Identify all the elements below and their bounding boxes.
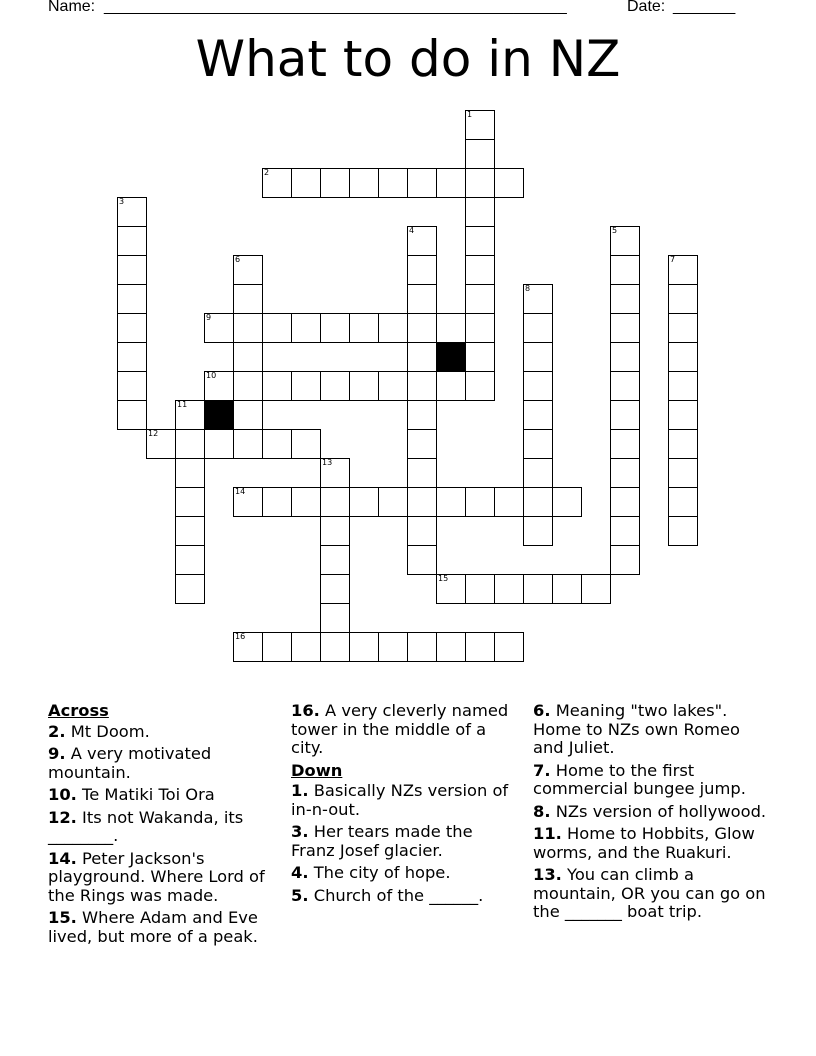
clue-down-11: 11. Home to Hobbits, Glow worms, and the Ruakuri. [533,824,755,862]
grid-cell[interactable] [465,284,495,314]
grid-cell[interactable] [465,313,495,343]
grid-cell[interactable] [494,574,524,604]
grid-cell[interactable] [175,487,205,517]
grid-cell[interactable] [117,255,147,285]
clues-column-2 [291,702,519,909]
grid-cell[interactable] [436,632,466,662]
grid-cell[interactable] [349,487,379,517]
grid-cell[interactable] [523,516,553,546]
grid-cell[interactable] [465,371,495,401]
grid-cell[interactable] [465,110,495,140]
grid-cell[interactable] [349,632,379,662]
grid-cell[interactable] [378,168,408,198]
grid-cell[interactable] [175,574,205,604]
grid-cell[interactable] [436,487,466,517]
grid-block [436,342,466,372]
date-blank[interactable]: _______ [673,0,736,15]
grid-cell[interactable] [349,371,379,401]
clue-number-7: 7 [670,255,676,264]
grid-cell[interactable] [291,429,321,459]
grid-cell[interactable] [262,487,292,517]
grid-cell[interactable] [407,313,437,343]
grid-cell[interactable] [407,371,437,401]
grid-cell[interactable] [233,429,263,459]
grid-cell[interactable] [610,371,640,401]
grid-cell[interactable] [668,429,698,459]
grid-cell[interactable] [407,226,437,256]
grid-cell[interactable] [291,168,321,198]
grid-cell[interactable] [320,371,350,401]
clue-across-9: 9. A very motivated mountain. [48,744,212,782]
grid-cell[interactable] [465,139,495,169]
grid-cell[interactable] [204,371,234,401]
grid-cell[interactable] [204,429,234,459]
clue-down-7: 7. Home to the first commercial bungee jump. [533,760,746,798]
grid-cell[interactable] [175,545,205,575]
grid-cell[interactable] [233,313,263,343]
grid-cell[interactable] [465,226,495,256]
grid-cell[interactable] [320,574,350,604]
grid-cell[interactable] [349,313,379,343]
clue-number-10: 10 [206,371,217,380]
down-heading: Down [291,760,343,780]
grid-cell[interactable] [320,603,350,633]
grid-cell[interactable] [523,284,553,314]
grid-cell[interactable] [436,168,466,198]
grid-cell[interactable] [117,226,147,256]
grid-cell[interactable] [233,284,263,314]
grid-cell[interactable] [407,487,437,517]
page-title: What to do in NZ [195,30,621,88]
grid-cell[interactable] [523,429,553,459]
clue-down-13: 13. You can climb a mountain, OR you can go on the _______ boat trip. [533,865,766,921]
grid-cell[interactable] [668,313,698,343]
clue-down-6: 6. Meaning "two lakes". Home to NZs own Romeo and Juliet. [533,701,740,757]
grid-cell[interactable] [233,255,263,285]
grid-cell[interactable] [610,400,640,430]
clue-across-16: 16. A very cleverly named tower in the middle of a city. [291,701,509,757]
grid-cell[interactable] [610,313,640,343]
grid-cell[interactable] [523,487,553,517]
clue-number-2: 2 [264,168,270,177]
grid-cell[interactable] [117,371,147,401]
grid-cell[interactable] [320,516,350,546]
grid-cell[interactable] [465,487,495,517]
clue-number-12: 12 [148,429,159,438]
grid-cell[interactable] [407,284,437,314]
clue-number-5: 5 [612,226,618,235]
clue-number-3: 3 [119,197,125,206]
grid-cell[interactable] [204,313,234,343]
grid-cell[interactable] [117,342,147,372]
grid-cell[interactable] [320,545,350,575]
grid-cell[interactable] [175,516,205,546]
grid-cell[interactable] [668,342,698,372]
grid-cell[interactable] [494,487,524,517]
grid-cell[interactable] [436,574,466,604]
clue-number-1: 1 [467,110,473,119]
grid-cell[interactable] [465,168,495,198]
grid-cell[interactable] [320,632,350,662]
clue-number-6: 6 [235,255,241,264]
grid-cell[interactable] [378,632,408,662]
grid-cell[interactable] [175,458,205,488]
clue-number-8: 8 [525,284,531,293]
grid-cell[interactable] [668,516,698,546]
grid-cell[interactable] [407,429,437,459]
clue-down-8: 8. NZs version of hollywood. [533,801,767,821]
grid-cell[interactable] [523,313,553,343]
grid-cell[interactable] [117,197,147,227]
grid-cell[interactable] [436,371,466,401]
clue-across-10: 10. Te Matiki Toi Ora [48,785,215,804]
grid-cell[interactable] [262,313,292,343]
grid-cell[interactable] [610,429,640,459]
grid-cell[interactable] [320,168,350,198]
clue-down-3: 3. Her tears made the Franz Josef glacier. [291,822,473,860]
grid-cell[interactable] [610,516,640,546]
clue-number-9: 9 [206,313,212,322]
grid-cell[interactable] [233,632,263,662]
grid-cell[interactable] [291,313,321,343]
grid-cell[interactable] [117,284,147,314]
grid-cell[interactable] [407,168,437,198]
grid-cell[interactable] [610,342,640,372]
grid-cell[interactable] [349,168,379,198]
grid-cell[interactable] [668,371,698,401]
clue-number-14: 14 [235,487,246,496]
grid-cell[interactable] [320,487,350,517]
grid-cell[interactable] [262,632,292,662]
grid-cell[interactable] [523,371,553,401]
grid-cell[interactable] [378,371,408,401]
grid-cell[interactable] [523,574,553,604]
grid-cell[interactable] [146,429,176,459]
grid-cell[interactable] [668,487,698,517]
clues-column-1 [48,702,280,950]
clue-across-15: 15. Where Adam and Eve lived, but more of a peak. [48,908,258,946]
grid-cell[interactable] [407,458,437,488]
grid-cell[interactable] [407,516,437,546]
grid-cell[interactable] [233,342,263,372]
clue-number-11: 11 [177,400,188,409]
clue-down-5: 5. Church of the ______. [291,885,484,905]
name-blank[interactable]: ____________________________________________________ [104,0,567,15]
grid-cell[interactable] [320,458,350,488]
grid-cell[interactable] [262,429,292,459]
name-label: Name: [48,0,96,15]
grid-cell[interactable] [378,313,408,343]
clue-down-4: 4. The city of hope. [291,863,451,882]
grid-cell[interactable] [233,371,263,401]
grid-cell[interactable] [494,632,524,662]
grid-cell[interactable] [175,429,205,459]
clue-across-14: 14. Peter Jackson's playground. Where Lord of the Rings was made. [48,848,265,905]
grid-cell[interactable] [668,458,698,488]
grid-cell[interactable] [610,458,640,488]
across-heading: Across [48,701,109,720]
grid-cell[interactable] [291,371,321,401]
grid-cell[interactable] [233,487,263,517]
clue-across-2: 2. Mt Doom. [48,721,150,741]
grid-cell[interactable] [407,255,437,285]
grid-cell[interactable] [668,400,698,430]
grid-cell[interactable] [233,400,263,430]
grid-cell[interactable] [465,574,495,604]
grid-cell[interactable] [378,487,408,517]
grid-cell[interactable] [523,458,553,488]
grid-cell[interactable] [320,313,350,343]
grid-cell[interactable] [494,168,524,198]
grid-cell[interactable] [407,632,437,662]
clue-number-15: 15 [438,574,449,583]
date-label: Date: [627,0,666,15]
grid-cell[interactable] [436,313,466,343]
grid-cell[interactable] [117,400,147,430]
grid-cell[interactable] [291,632,321,662]
grid-cell[interactable] [523,400,553,430]
clue-number-13: 13 [322,458,333,467]
grid-cell[interactable] [262,371,292,401]
grid-cell[interactable] [262,168,292,198]
clue-number-4: 4 [409,226,415,235]
grid-cell[interactable] [465,197,495,227]
grid-cell[interactable] [552,574,582,604]
grid-cell[interactable] [610,226,640,256]
grid-cell[interactable] [117,313,147,343]
grid-cell[interactable] [407,400,437,430]
grid-block [204,400,234,430]
grid-cell[interactable] [407,342,437,372]
grid-cell[interactable] [175,400,205,430]
grid-cell[interactable] [610,284,640,314]
clues-column-3 [533,702,768,926]
grid-cell[interactable] [552,487,582,517]
grid-cell[interactable] [581,574,611,604]
grid-cell[interactable] [668,255,698,285]
grid-cell[interactable] [610,255,640,285]
clue-number-16: 16 [235,632,246,641]
grid-cell[interactable] [465,255,495,285]
grid-cell[interactable] [610,487,640,517]
grid-cell[interactable] [465,342,495,372]
grid-cell[interactable] [291,487,321,517]
grid-cell[interactable] [465,632,495,662]
grid-cell[interactable] [523,342,553,372]
grid-cell[interactable] [610,545,640,575]
grid-cell[interactable] [407,545,437,575]
clue-across-12: 12. Its not Wakanda, its ________. [48,807,244,845]
clue-down-1: 1. Basically NZs version of in-n-out. [291,781,509,819]
grid-cell[interactable] [668,284,698,314]
